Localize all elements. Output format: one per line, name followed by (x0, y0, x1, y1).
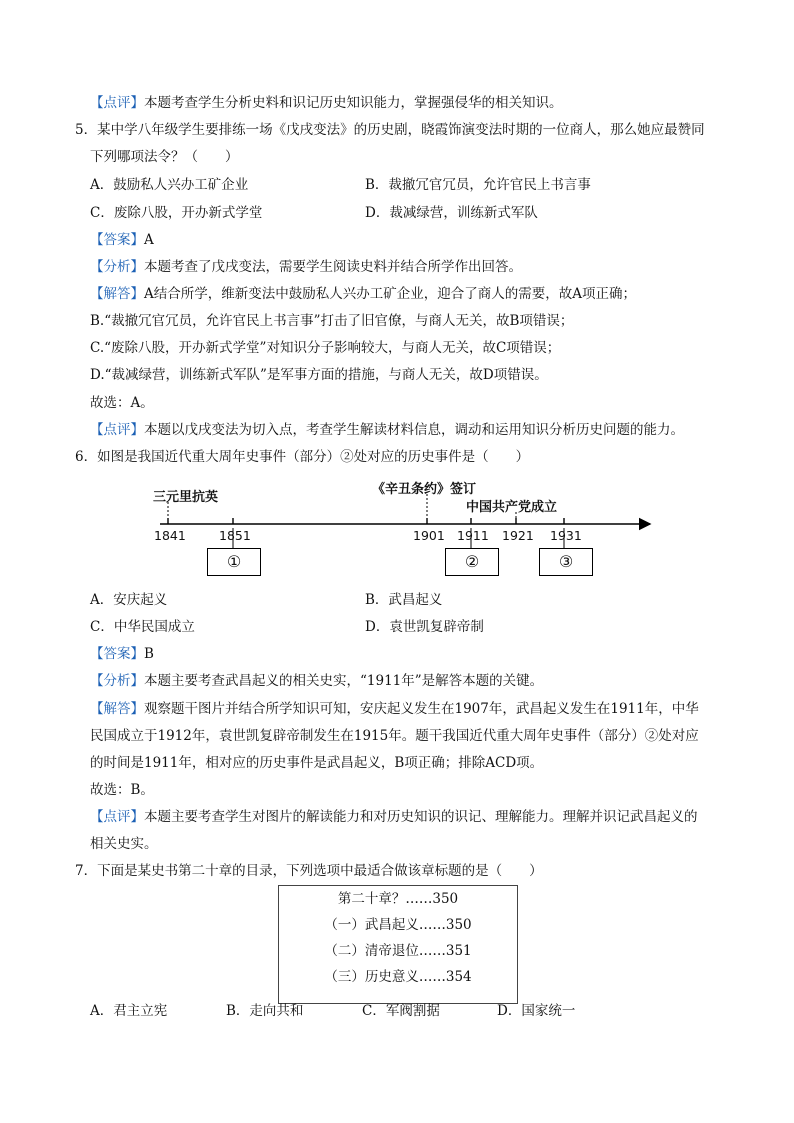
toc-item-2: （二）清帝退位……351 (324, 943, 472, 959)
q6-solution-line3: 的时间是1911年，相对应的历史事件是武昌起义，B项正确；排除ACD项。 (90, 755, 544, 771)
q5-option-a: A．鼓励私人兴办工矿企业 (90, 177, 249, 193)
timeline-year-1921: 1921 (502, 528, 534, 543)
timeline-event-sanyuanli: 三元里抗英 (153, 490, 219, 505)
q6-option-c: C．中华民国成立 (90, 619, 195, 635)
timeline-figure (150, 478, 660, 583)
timeline-event-xinchou: 《辛丑条约》签订 (372, 482, 477, 497)
comment-tag: 【点评】 (90, 95, 144, 111)
timeline-box-1: ① (207, 548, 261, 576)
q6-comment-line2: 相关史实。 (90, 836, 158, 852)
timeline-year-1841: 1841 (154, 528, 186, 543)
q7-option-d: D．国家统一 (497, 1003, 576, 1019)
toc-item-3: （三）历史意义……354 (324, 969, 472, 985)
q4-comment: 【点评】本题考查学生分析史料和识记历史知识能力，掌握强侵华的相关知识。 (90, 95, 563, 111)
q5-choice: 故选：A。 (90, 395, 154, 411)
timeline-year-1931: 1931 (550, 528, 582, 543)
q5-solution-line3: C.“废除八股，开办新式学堂”对知识分子影响较大，与商人无关，故C项错误； (90, 340, 561, 356)
q7-option-c: C．军阀割据 (362, 1003, 440, 1019)
q5-solution-line1: 【解答】A结合所学，维新变法中鼓励私人兴办工矿企业，迎合了商人的需要，故A项正确； (90, 286, 636, 302)
timeline-event-ccp: 中国共产党成立 (466, 500, 558, 515)
q6-option-b: B．武昌起义 (365, 592, 443, 608)
solution-tag: 【解答】 (90, 286, 144, 302)
q5-answer: 【答案】A (90, 232, 154, 248)
chapter-toc-box (278, 885, 518, 1004)
q5-analysis: 【分析】本题考查了戊戌变法，需要学生阅读史料并结合所学作出回答。 (90, 259, 522, 275)
solution-tag: 【解答】 (90, 701, 144, 717)
q6-stem: 6．如图是我国近代重大周年史事件（部分）②处对应的历史事件是（ ） (75, 449, 530, 465)
q6-solution-line2: 民国成立于1912年，袁世凯复辟帝制发生在1915年。题干我国近代重大周年史事件（部分）②处对应 (90, 728, 699, 744)
q5-solution-line4: D.“裁减绿营，训练新式军队”是军事方面的措施，与商人无关，故D项错误。 (90, 367, 548, 383)
timeline-year-1901: 1901 (413, 528, 445, 543)
analysis-tag: 【分析】 (90, 673, 144, 689)
q7-stem: 7．下面是某史书第二十章的目录，下列选项中最适合做该章标题的是（ ） (75, 863, 543, 879)
q7-option-b: B．走向共和 (226, 1003, 304, 1019)
q5-option-b: B．裁撤冗官冗员，允许官民上书言事 (365, 177, 591, 193)
q5-solution-line2: B.“裁撤冗官冗员，允许官民上书言事”打击了旧官僚，与商人无关，故B项错误； (90, 313, 574, 329)
q6-solution-line1: 【解答】观察题干图片并结合所学知识可知，安庆起义发生在1907年，武昌起义发生在1911年，中华 (90, 701, 699, 717)
answer-tag: 【答案】 (90, 646, 144, 662)
timeline-box-3: ③ (539, 548, 593, 576)
toc-chapter-title: 第二十章？……350 (337, 891, 459, 907)
q5-stem-line2: 下列哪项法令？（ ） (90, 149, 239, 165)
q5-stem-line1: 5．某中学八年级学生要排练一场《戊戌变法》的历史剧，晓霞饰演变法时期的一位商人，那么她应最赞同 (75, 122, 705, 138)
comment-tag: 【点评】 (90, 422, 144, 438)
q6-analysis: 【分析】本题主要考查武昌起义的相关史实，“1911年”是解答本题的关键。 (90, 673, 544, 689)
q6-option-a: A．安庆起义 (90, 592, 168, 608)
q6-choice: 故选：B。 (90, 782, 154, 798)
answer-tag: 【答案】 (90, 232, 144, 248)
analysis-tag: 【分析】 (90, 259, 144, 275)
q5-option-c: C．废除八股，开办新式学堂 (90, 205, 263, 221)
q6-answer: 【答案】B (90, 646, 154, 662)
timeline-year-1911: 1911 (457, 528, 489, 543)
comment-tag: 【点评】 (90, 809, 144, 825)
timeline-year-1851: 1851 (219, 528, 251, 543)
q5-comment: 【点评】本题以戊戌变法为切入点，考查学生解读材料信息，调动和运用知识分析历史问题的能力。 (90, 422, 684, 438)
q6-comment-line1: 【点评】本题主要考查学生对图片的解读能力和对历史知识的识记、理解能力。理解并识记武昌起义的 (90, 809, 698, 825)
q5-option-d: D．裁减绿营，训练新式军队 (365, 205, 538, 221)
toc-item-1: （一）武昌起义……350 (324, 917, 472, 933)
timeline-box-2: ② (445, 548, 499, 576)
q6-option-d: D．袁世凯复辟帝制 (365, 619, 484, 635)
q7-option-a: A．君主立宪 (90, 1003, 168, 1019)
